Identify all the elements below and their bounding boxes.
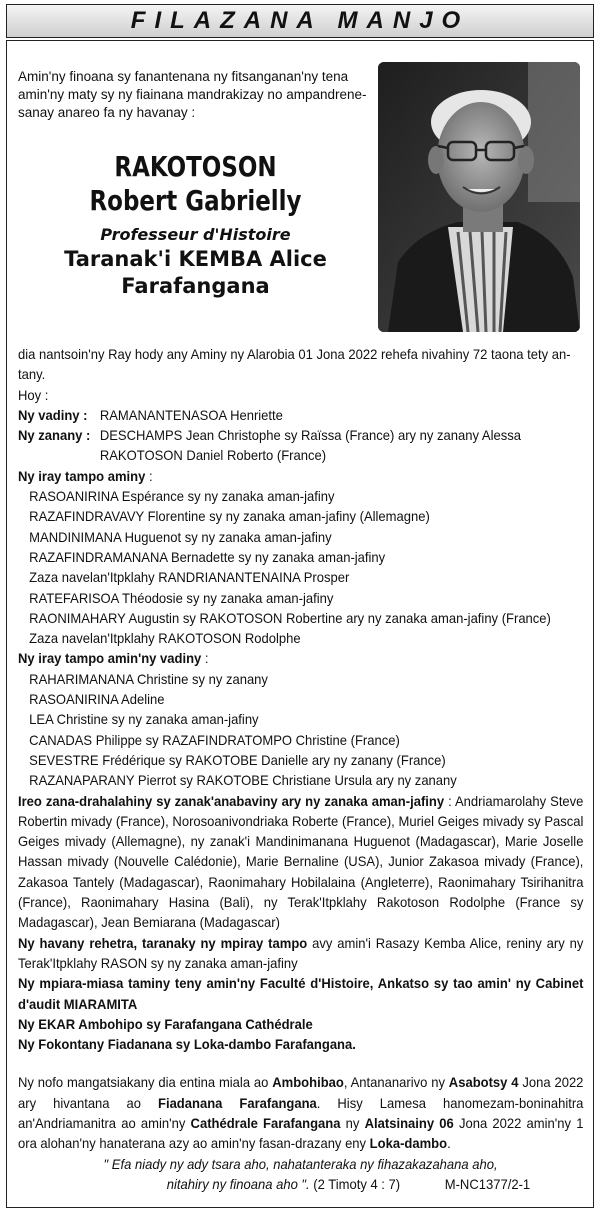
announcement-text: dia nantsoin'ny Ray hody any Aminy ny Alarobia 01 Jona 2022 rehefa nivahiny 72 taona tety an-tany. (18, 346, 571, 383)
list-item: RASOANIRINA Espérance sy ny zanaka aman-jafiny (29, 488, 335, 505)
funeral-text: ny (340, 1114, 365, 1131)
quote-line-2-row (18, 1174, 583, 1194)
spacer (18, 1054, 583, 1072)
list-item: Zaza navelan'Itpklahy RAKOTOSON Rodolphe (29, 630, 301, 647)
deceased-origin: Taranak'i KEMBA Alice (64, 247, 327, 271)
funeral-place: Loka-dambo (369, 1135, 448, 1152)
spouse-siblings-heading (18, 648, 583, 668)
funeral-date: Alatsinainy 06 (364, 1114, 454, 1131)
obituary-body (18, 344, 583, 1194)
intro-text: Amin'ny finoana sy fanantenana ny fitsanganan'ny tena amin'ny maty sy ny fiainana mandrakizay no ampandrene- sanay anareo fa ny havanay : (18, 69, 367, 120)
spouse-siblings-label: Ny iray tampo amin'ny vadiny (18, 650, 202, 667)
quote-line-2: nitahiry ny finoana aho ". (166, 1175, 310, 1192)
children-line: RAKOTOSON Daniel Roberto (France) (99, 447, 327, 464)
relatives-text: avy amin'i Rasazy Kemba Alice, reniny ary ny Terak'Itpklahy RASON sy ny zanaka aman-jafiny (18, 934, 584, 971)
portrait-photo (378, 62, 580, 332)
list-item: RAHARIMANANA Christine sy ny zanany (29, 670, 268, 687)
funeral-text: , Antananarivo ny (343, 1074, 449, 1091)
children-label: Ny zanany : (18, 427, 91, 444)
header-title: FILAZANA MANJO (130, 7, 470, 34)
ekar-text: Ny EKAR Ambohipo sy Farafangana Cathédrale (18, 1015, 313, 1032)
relatives-paragraph (18, 933, 583, 974)
funeral-place: Cathédrale Farafangana (190, 1114, 341, 1131)
list-item: MANDINIMANA Huguenot sy ny zanaka aman-jafiny (29, 528, 332, 545)
colleagues-text: Ny mpiara-miasa taminy teny amin'ny Faculté d'Histoire, Ankatso sy tao amin' ny Cabinet d'audit MIARAMITA (18, 975, 584, 1012)
grandchildren-text: : Andriamarolahy Steve Robertin mivady (France), Norosoanivondriaka Roberte (France), Muriel Geiges mivady sy Pascal Geiges mivady (Allemagne), ny zanak'i Mandinimanana Huguenot (Madagascar), Marie Joselle Hassan mivady (Nouvelle Calédonie), Marie Bernaline (USA), Junior Zakasoa mivady (France), Zakasoa Tantely (Madagascar), Raonimahary Hobilalaina (Angleterre), Raonimahary Tsirihanitra (France), Raonimahary Hasina (Bali), ny Terak'Itpklahy Rakotoson Rodolphe (France sy Madagascar), Jean Bemiarana (Madagascar) (18, 792, 584, 931)
list-item: RAZAFINDRAVAVY Florentine sy ny zanaka aman-jafiny (Allemagne) (29, 508, 430, 525)
portrait-icon (378, 62, 580, 332)
funeral-text: . (447, 1135, 451, 1152)
fokontany-text: Ny Fokontany Fiadanana sy Loka-dambo Farafangana. (18, 1036, 356, 1053)
ad-code: M-NC1377/2-1 (444, 1175, 531, 1192)
deceased-profession: Professeur d'Histoire (100, 225, 291, 244)
funeral-date: Asabotsy 4 (448, 1074, 519, 1091)
grandchildren-label: Ireo zana-drahalahiny sy zanak'anabaviny ary ny zanaka aman-jafiny (18, 792, 445, 809)
list-item: CANADAS Philippe sy RAZAFINDRATOMPO Christine (France) (29, 731, 400, 748)
funeral-text: . Hisy Lamesa hanomezam-boninahitra an'Andriamanitra ao amin'ny (18, 1094, 584, 1131)
children-list (100, 425, 521, 466)
list-item: RAZAFINDRAMANANA Bernadette sy ny zanaka aman-jafiny (29, 548, 386, 565)
spouse-label: Ny vadiny : (18, 406, 88, 423)
list-item: RAZANAPARANY Pierrot sy RAKOTOBE Christiane Ursula ary ny zanany (29, 772, 457, 789)
deceased-name-block (18, 150, 373, 300)
list-item: RATEFARISOA Théodosie sy ny zanaka aman-jafiny (29, 589, 334, 606)
siblings-heading (18, 466, 583, 486)
siblings-label: Ny iray tampo aminy (18, 467, 146, 484)
quote-line-1: " Efa niady ny ady tsara aho, nahatanteraka ny fihazakazahana aho, (103, 1155, 498, 1172)
funeral-place: Ambohibao (272, 1074, 344, 1091)
list-item: RASOANIRINA Adeline (29, 691, 165, 708)
funeral-paragraph (18, 1072, 583, 1153)
siblings-colon: : (145, 467, 153, 484)
funeral-text: Jona 2022 ary hivantana ao (18, 1074, 584, 1111)
hoy-label: Hoy : (18, 386, 49, 403)
funeral-text: Jona 2022 amin'ny 1 ora alohan'ny hanaterana azy ao amin'ny fasan-drazany eny (18, 1114, 584, 1152)
funeral-text: Ny nofo mangatsiakany dia entina miala ao (18, 1074, 273, 1091)
spouse-siblings-colon: : (201, 650, 209, 667)
spouse-row (18, 405, 583, 425)
list-item: Zaza navelan'Itpklahy RANDRIANANTENAINA Prosper (29, 569, 350, 586)
header-banner (6, 4, 594, 38)
spouse-siblings-list (18, 669, 583, 791)
quote-reference: (2 Timoty 4 : 7) (309, 1175, 401, 1192)
children-row (18, 425, 583, 466)
deceased-given-names: Robert Gabrielly (89, 184, 302, 217)
list-item: LEA Christine sy ny zanaka aman-jafiny (29, 711, 259, 728)
list-item: SEVESTRE Frédérique sy RAKOTOBE Danielle ary ny zanany (France) (29, 751, 446, 768)
siblings-list (18, 486, 583, 648)
relatives-label: Ny havany rehetra, taranaky ny mpiray tampo (18, 934, 308, 951)
grandchildren-paragraph (18, 791, 583, 933)
spouse-value: RAMANANTENASOA Henriette (99, 406, 283, 423)
deceased-town: Farafangana (121, 274, 270, 298)
children-line: DESCHAMPS Jean Christophe sy Raïssa (France) ary ny zanany Alessa (99, 427, 521, 444)
funeral-place: Fiadanana Farafangana (157, 1094, 317, 1111)
list-item: RAONIMAHARY Augustin sy RAKOTOSON Robertine ary ny zanaka aman-jafiny (France) (29, 609, 551, 626)
deceased-surname: RAKOTOSON (114, 150, 277, 183)
